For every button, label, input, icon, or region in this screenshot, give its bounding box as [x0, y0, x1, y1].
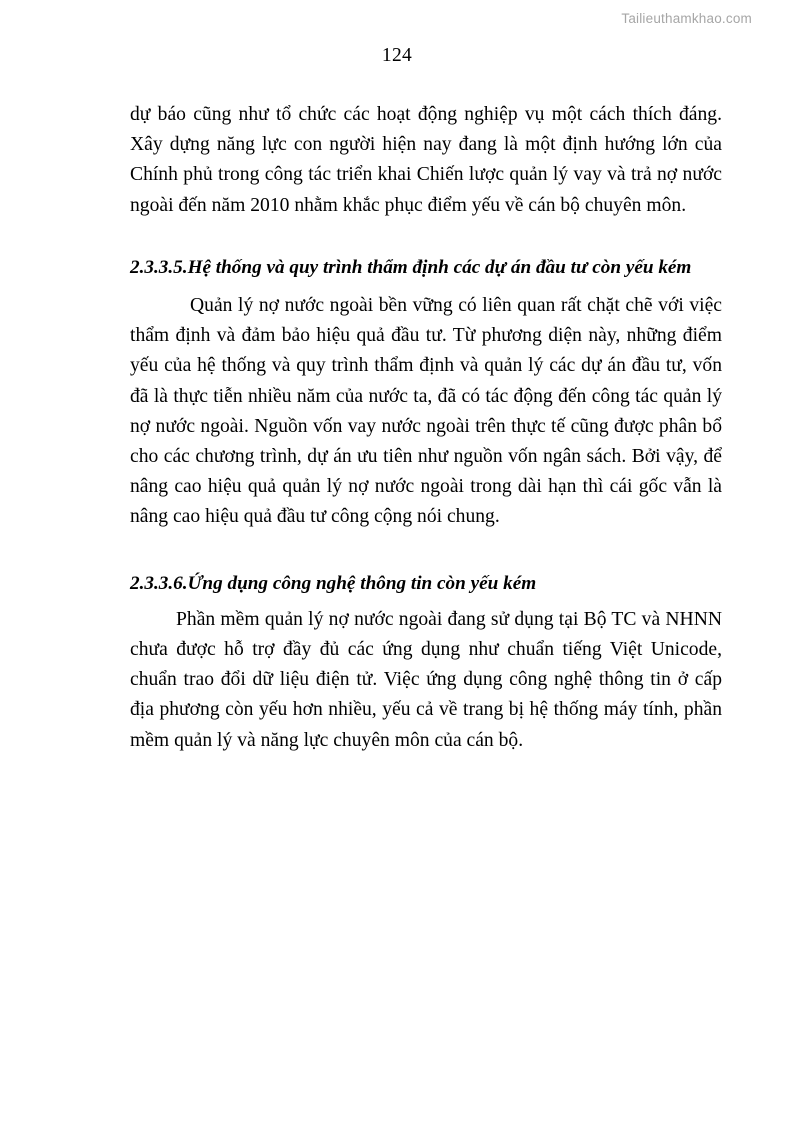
- page-content: [130, 100, 722, 756]
- page-number: 124: [381, 45, 413, 66]
- spacer: [130, 283, 722, 291]
- section-heading-2-3-3-6: 2.3.3.6.Ứng dụng công nghệ thông tin còn yếu kém: [130, 572, 537, 594]
- section-heading-2-3-3-5: 2.3.3.5.Hệ thống và quy trình thẩm định các dự án đầu tư còn yếu kém: [130, 256, 692, 278]
- spacer: [130, 221, 722, 253]
- paragraph-section-2-3-3-5: Quản lý nợ nước ngoài bền vững có liên quan rất chặt chẽ với việc thẩm định và đảm bảo hiệu quả đầu tư. Từ phương diện này, những điểm yếu của hệ thống và quy trình thẩm định và quản lý các dự án đầu tư, vốn đã là thực tiễn nhiều năm của nước ta, đã có tác động đến công tác quản lý nợ nước ngoài. Nguồn vốn vay nước ngoài trên thực tế cũng được phân bổ cho các chương trình, dự án ưu tiên như nguồn vốn ngân sách. Bởi vậy, để nâng cao hiệu quả quản lý nợ nước ngoài trong dài hạn thì cái gốc vẫn là nâng cao hiệu quả đầu tư công cộng nói chung.: [130, 295, 722, 528]
- paragraph-section-2-3-3-6: Phần mềm quản lý nợ nước ngoài đang sử dụng tại Bộ TC và NHNN chưa được hỗ trợ đầy đủ các ứng dụng như chuẩn tiếng Việt Unicode, chuẩn trao đổi dữ liệu điện tử. Việc ứng dụng công nghệ thông tin ở cấp địa phương còn yếu hơn nhiều, yếu cả về trang bị hệ thống máy tính, phần mềm quản lý và năng lực chuyên môn của cán bộ.: [130, 608, 722, 751]
- paragraph-continuation: dự báo cũng như tổ chức các hoạt động nghiệp vụ một cách thích đáng. Xây dựng năng lực con người hiện nay đang là một định hướng lớn của Chính phủ trong công tác triển khai Chiến lược quản lý vay và trả nợ nước ngoài đến năm 2010 nhằm khắc phục điểm yếu về cán bộ chuyên môn.: [130, 104, 722, 216]
- spacer: [130, 533, 722, 569]
- watermark-label: Tailieuthamkhao.com: [621, 11, 752, 26]
